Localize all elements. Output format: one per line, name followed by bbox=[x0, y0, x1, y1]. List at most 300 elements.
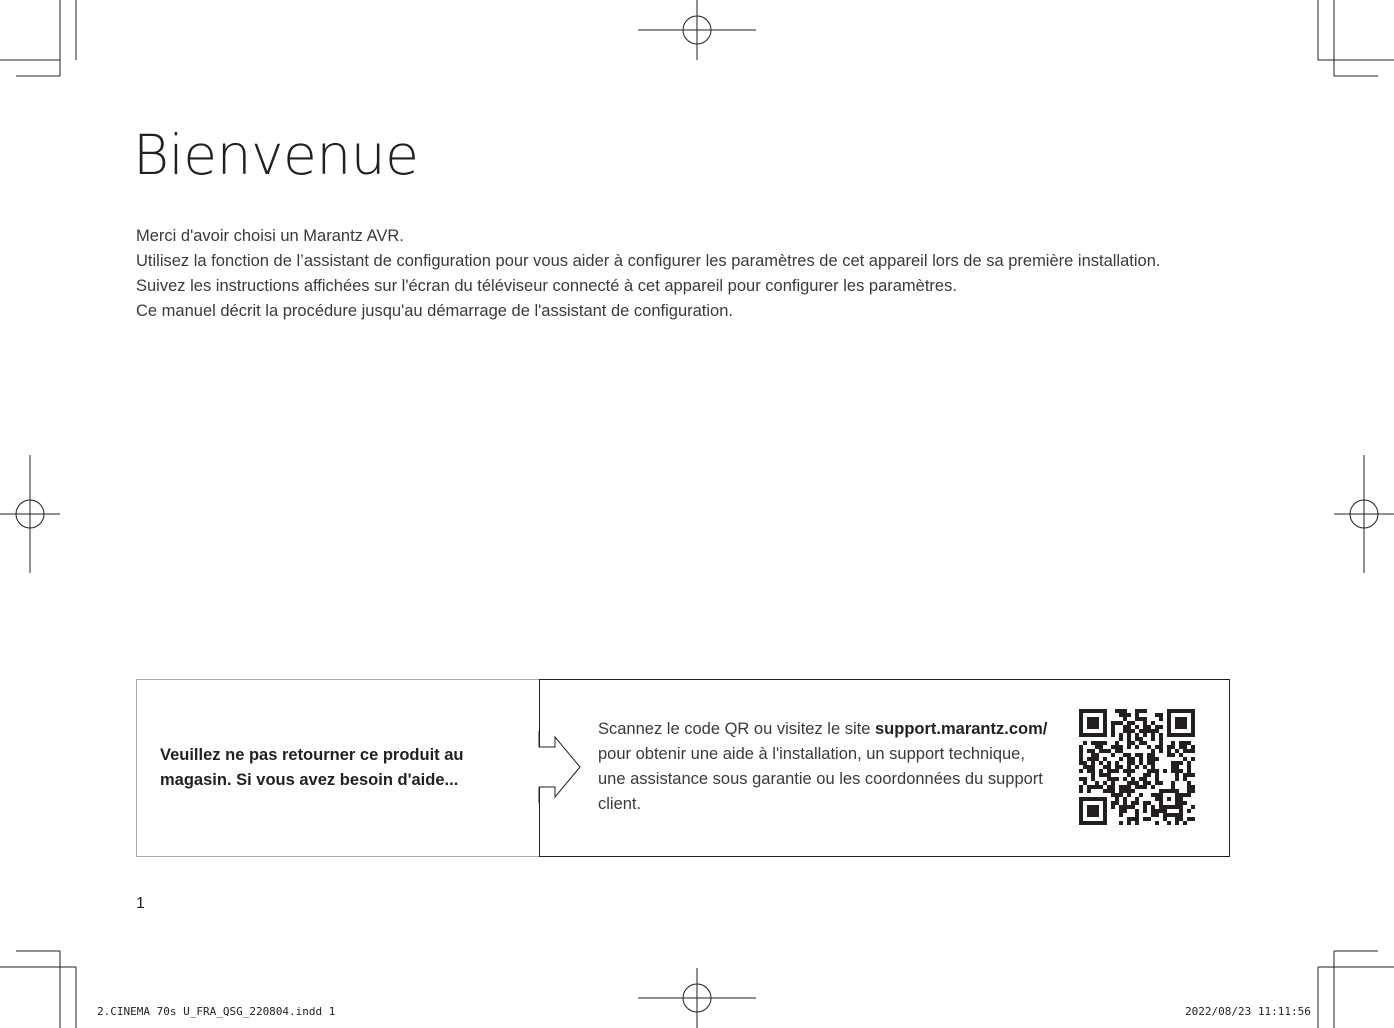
qr-module bbox=[1135, 781, 1139, 785]
qr-module bbox=[1079, 801, 1083, 805]
qr-module bbox=[1135, 753, 1139, 757]
qr-module bbox=[1095, 733, 1099, 737]
qr-module bbox=[1179, 725, 1183, 729]
qr-module bbox=[1123, 769, 1127, 773]
qr-module bbox=[1171, 741, 1175, 745]
qr-module bbox=[1123, 789, 1127, 793]
qr-module bbox=[1087, 709, 1091, 713]
qr-module bbox=[1091, 717, 1095, 721]
qr-module bbox=[1127, 741, 1131, 745]
qr-module bbox=[1183, 745, 1187, 749]
qr-module bbox=[1151, 721, 1155, 725]
qr-module bbox=[1107, 785, 1111, 789]
qr-module bbox=[1087, 797, 1091, 801]
qr-module bbox=[1139, 757, 1143, 761]
qr-module bbox=[1151, 733, 1155, 737]
qr-module bbox=[1167, 805, 1171, 809]
qr-module bbox=[1079, 789, 1083, 793]
qr-module bbox=[1147, 753, 1151, 757]
qr-module bbox=[1115, 801, 1119, 805]
qr-module bbox=[1127, 793, 1131, 797]
qr-module bbox=[1191, 785, 1195, 789]
qr-module bbox=[1183, 717, 1187, 721]
qr-module bbox=[1103, 817, 1107, 821]
qr-module bbox=[1099, 797, 1103, 801]
qr-module bbox=[1083, 821, 1087, 825]
qr-module bbox=[1159, 733, 1163, 737]
qr-module bbox=[1155, 821, 1159, 825]
qr-module bbox=[1179, 721, 1183, 725]
qr-module bbox=[1091, 773, 1095, 777]
intro-text bbox=[136, 224, 1246, 324]
qr-module bbox=[1187, 709, 1191, 713]
qr-module bbox=[1079, 785, 1083, 789]
qr-module bbox=[1123, 797, 1127, 801]
qr-module bbox=[1139, 793, 1143, 797]
qr-module bbox=[1107, 773, 1111, 777]
qr-module bbox=[1091, 741, 1095, 745]
qr-module bbox=[1099, 785, 1103, 789]
qr-module bbox=[1099, 761, 1103, 765]
qr-module bbox=[1187, 793, 1191, 797]
qr-module bbox=[1167, 745, 1171, 749]
support-info-prefix: Scannez le code QR ou visitez le site bbox=[598, 720, 875, 738]
qr-module bbox=[1091, 757, 1095, 761]
qr-module bbox=[1111, 753, 1115, 757]
qr-module bbox=[1103, 741, 1107, 745]
qr-module bbox=[1103, 821, 1107, 825]
qr-module bbox=[1079, 709, 1083, 713]
qr-module bbox=[1171, 753, 1175, 757]
qr-module bbox=[1087, 785, 1091, 789]
qr-module bbox=[1167, 753, 1171, 757]
qr-module bbox=[1159, 741, 1163, 745]
qr-module bbox=[1103, 813, 1107, 817]
qr-module bbox=[1123, 729, 1127, 733]
qr-module bbox=[1191, 789, 1195, 793]
qr-module bbox=[1191, 773, 1195, 777]
qr-module bbox=[1179, 813, 1183, 817]
qr-module bbox=[1135, 821, 1139, 825]
qr-module bbox=[1123, 777, 1127, 781]
qr-module bbox=[1127, 789, 1131, 793]
qr-module bbox=[1167, 797, 1171, 801]
return-notice-line: magasin. Si vous avez besoin d'aide... bbox=[160, 771, 459, 789]
qr-module bbox=[1183, 749, 1187, 753]
qr-module bbox=[1127, 769, 1131, 773]
qr-module bbox=[1159, 789, 1163, 793]
qr-module bbox=[1175, 733, 1179, 737]
qr-module bbox=[1119, 789, 1123, 793]
qr-module bbox=[1079, 769, 1083, 773]
qr-module bbox=[1171, 785, 1175, 789]
qr-module bbox=[1175, 773, 1179, 777]
qr-module bbox=[1123, 809, 1127, 813]
qr-module bbox=[1115, 745, 1119, 749]
support-info-line: client. bbox=[598, 795, 642, 813]
qr-module bbox=[1107, 765, 1111, 769]
support-info-line: une assistance sous garantie ou les coordonnées du support bbox=[598, 770, 1043, 788]
qr-module bbox=[1091, 769, 1095, 773]
qr-module bbox=[1083, 741, 1087, 745]
qr-module bbox=[1131, 769, 1135, 773]
qr-module bbox=[1175, 777, 1179, 781]
qr-module bbox=[1159, 737, 1163, 741]
qr-module bbox=[1123, 785, 1127, 789]
qr-module bbox=[1151, 793, 1155, 797]
qr-module bbox=[1191, 721, 1195, 725]
qr-module bbox=[1103, 805, 1107, 809]
qr-module bbox=[1167, 721, 1171, 725]
qr-module bbox=[1143, 733, 1147, 737]
qr-module bbox=[1159, 781, 1163, 785]
qr-module bbox=[1103, 809, 1107, 813]
qr-module bbox=[1167, 733, 1171, 737]
qr-module bbox=[1151, 761, 1155, 765]
registration-mark-left-icon bbox=[0, 455, 60, 573]
qr-module bbox=[1127, 781, 1131, 785]
qr-module bbox=[1115, 749, 1119, 753]
qr-module bbox=[1127, 765, 1131, 769]
qr-module bbox=[1183, 801, 1187, 805]
qr-module bbox=[1159, 717, 1163, 721]
qr-module bbox=[1079, 809, 1083, 813]
qr-module bbox=[1091, 709, 1095, 713]
qr-module bbox=[1119, 721, 1123, 725]
qr-module bbox=[1131, 805, 1135, 809]
qr-module bbox=[1143, 717, 1147, 721]
qr-module bbox=[1079, 745, 1083, 749]
qr-module bbox=[1079, 761, 1083, 765]
qr-module bbox=[1135, 717, 1139, 721]
qr-code-icon[interactable] bbox=[1079, 709, 1195, 825]
qr-module bbox=[1179, 769, 1183, 773]
qr-module bbox=[1103, 801, 1107, 805]
qr-module bbox=[1155, 797, 1159, 801]
qr-module bbox=[1155, 809, 1159, 813]
qr-module bbox=[1091, 721, 1095, 725]
qr-module bbox=[1179, 809, 1183, 813]
qr-module bbox=[1175, 765, 1179, 769]
qr-module bbox=[1147, 725, 1151, 729]
qr-module bbox=[1139, 777, 1143, 781]
qr-module bbox=[1127, 785, 1131, 789]
qr-module bbox=[1087, 769, 1091, 773]
qr-module bbox=[1079, 749, 1083, 753]
qr-module bbox=[1183, 757, 1187, 761]
qr-module bbox=[1091, 805, 1095, 809]
qr-module bbox=[1187, 749, 1191, 753]
qr-module bbox=[1135, 809, 1139, 813]
qr-module bbox=[1135, 813, 1139, 817]
qr-module bbox=[1155, 793, 1159, 797]
qr-module bbox=[1111, 721, 1115, 725]
qr-module bbox=[1111, 805, 1115, 809]
qr-module bbox=[1087, 765, 1091, 769]
qr-module bbox=[1099, 745, 1103, 749]
qr-module bbox=[1111, 769, 1115, 773]
qr-module bbox=[1095, 797, 1099, 801]
qr-module bbox=[1159, 793, 1163, 797]
qr-module bbox=[1139, 785, 1143, 789]
qr-module bbox=[1143, 765, 1147, 769]
qr-module bbox=[1159, 805, 1163, 809]
qr-module bbox=[1091, 761, 1095, 765]
qr-module bbox=[1135, 745, 1139, 749]
qr-module bbox=[1139, 761, 1143, 765]
qr-module bbox=[1191, 729, 1195, 733]
qr-module bbox=[1147, 729, 1151, 733]
qr-module bbox=[1139, 737, 1143, 741]
qr-module bbox=[1147, 769, 1151, 773]
qr-module bbox=[1151, 737, 1155, 741]
qr-module bbox=[1079, 805, 1083, 809]
qr-module bbox=[1187, 789, 1191, 793]
qr-module bbox=[1175, 821, 1179, 825]
qr-module bbox=[1111, 729, 1115, 733]
support-info-line: pour obtenir une aide à l'installation, un support technique, bbox=[598, 745, 1025, 763]
qr-module bbox=[1175, 709, 1179, 713]
qr-module bbox=[1091, 765, 1095, 769]
qr-module bbox=[1131, 789, 1135, 793]
qr-module bbox=[1135, 737, 1139, 741]
qr-module bbox=[1103, 709, 1107, 713]
qr-module bbox=[1127, 729, 1131, 733]
qr-module bbox=[1171, 789, 1175, 793]
qr-module bbox=[1187, 785, 1191, 789]
qr-module bbox=[1127, 773, 1131, 777]
qr-module bbox=[1123, 709, 1127, 713]
qr-module bbox=[1083, 761, 1087, 765]
qr-module bbox=[1111, 745, 1115, 749]
qr-module bbox=[1131, 729, 1135, 733]
qr-module bbox=[1167, 725, 1171, 729]
qr-module bbox=[1115, 797, 1119, 801]
intro-line: Ce manuel décrit la procédure jusqu'au démarrage de l'assistant de configuration. bbox=[136, 302, 733, 320]
qr-module bbox=[1127, 761, 1131, 765]
qr-module bbox=[1155, 725, 1159, 729]
qr-module bbox=[1143, 785, 1147, 789]
qr-module bbox=[1171, 805, 1175, 809]
qr-module bbox=[1087, 813, 1091, 817]
qr-module bbox=[1111, 781, 1115, 785]
qr-module bbox=[1183, 793, 1187, 797]
qr-module bbox=[1131, 801, 1135, 805]
qr-module bbox=[1171, 745, 1175, 749]
qr-module bbox=[1091, 785, 1095, 789]
qr-module bbox=[1119, 749, 1123, 753]
qr-module bbox=[1099, 773, 1103, 777]
qr-module bbox=[1143, 805, 1147, 809]
qr-module bbox=[1143, 709, 1147, 713]
qr-module bbox=[1171, 781, 1175, 785]
qr-module bbox=[1183, 725, 1187, 729]
qr-module bbox=[1111, 801, 1115, 805]
qr-module bbox=[1151, 813, 1155, 817]
qr-module bbox=[1111, 725, 1115, 729]
qr-module bbox=[1107, 777, 1111, 781]
qr-module bbox=[1191, 733, 1195, 737]
qr-module bbox=[1187, 781, 1191, 785]
qr-module bbox=[1123, 753, 1127, 757]
qr-module bbox=[1119, 765, 1123, 769]
qr-module bbox=[1179, 709, 1183, 713]
qr-module bbox=[1147, 745, 1151, 749]
qr-module bbox=[1079, 729, 1083, 733]
support-info-text bbox=[598, 717, 1068, 817]
qr-module bbox=[1115, 709, 1119, 713]
qr-module bbox=[1127, 737, 1131, 741]
qr-module bbox=[1083, 777, 1087, 781]
qr-module bbox=[1183, 773, 1187, 777]
qr-module bbox=[1115, 777, 1119, 781]
qr-module bbox=[1167, 717, 1171, 721]
qr-module bbox=[1183, 741, 1187, 745]
qr-module bbox=[1115, 765, 1119, 769]
qr-module bbox=[1127, 725, 1131, 729]
qr-module bbox=[1175, 801, 1179, 805]
qr-module bbox=[1179, 793, 1183, 797]
qr-module bbox=[1191, 713, 1195, 717]
qr-module bbox=[1087, 805, 1091, 809]
qr-module bbox=[1099, 733, 1103, 737]
qr-module bbox=[1167, 729, 1171, 733]
qr-module bbox=[1151, 805, 1155, 809]
qr-module bbox=[1083, 797, 1087, 801]
qr-module bbox=[1079, 713, 1083, 717]
qr-module bbox=[1087, 749, 1091, 753]
qr-module bbox=[1147, 761, 1151, 765]
qr-module bbox=[1179, 745, 1183, 749]
qr-module bbox=[1091, 753, 1095, 757]
intro-line: Merci d'avoir choisi un Marantz AVR. bbox=[136, 227, 404, 245]
qr-module bbox=[1091, 725, 1095, 729]
qr-module bbox=[1175, 793, 1179, 797]
qr-module bbox=[1099, 769, 1103, 773]
qr-module bbox=[1191, 749, 1195, 753]
qr-module bbox=[1107, 789, 1111, 793]
qr-module bbox=[1135, 785, 1139, 789]
qr-module bbox=[1087, 809, 1091, 813]
qr-module bbox=[1123, 725, 1127, 729]
qr-module bbox=[1187, 733, 1191, 737]
qr-module bbox=[1179, 717, 1183, 721]
qr-module bbox=[1095, 745, 1099, 749]
qr-module bbox=[1103, 789, 1107, 793]
qr-module bbox=[1175, 789, 1179, 793]
qr-module bbox=[1119, 813, 1123, 817]
qr-module bbox=[1151, 753, 1155, 757]
qr-module bbox=[1147, 757, 1151, 761]
qr-module bbox=[1131, 757, 1135, 761]
qr-module bbox=[1127, 721, 1131, 725]
qr-module bbox=[1095, 753, 1099, 757]
qr-module bbox=[1139, 741, 1143, 745]
qr-module bbox=[1175, 805, 1179, 809]
qr-module bbox=[1103, 725, 1107, 729]
qr-module bbox=[1155, 777, 1159, 781]
qr-module bbox=[1179, 761, 1183, 765]
qr-module bbox=[1103, 757, 1107, 761]
qr-module bbox=[1151, 765, 1155, 769]
qr-module bbox=[1135, 709, 1139, 713]
qr-module bbox=[1155, 769, 1159, 773]
qr-module bbox=[1079, 721, 1083, 725]
qr-module bbox=[1131, 721, 1135, 725]
qr-module bbox=[1079, 813, 1083, 817]
qr-module bbox=[1139, 717, 1143, 721]
qr-module bbox=[1187, 765, 1191, 769]
qr-module bbox=[1139, 729, 1143, 733]
qr-module bbox=[1191, 725, 1195, 729]
qr-module bbox=[1167, 789, 1171, 793]
qr-module bbox=[1159, 713, 1163, 717]
qr-module bbox=[1131, 781, 1135, 785]
qr-module bbox=[1179, 801, 1183, 805]
qr-module bbox=[1135, 733, 1139, 737]
qr-module bbox=[1095, 813, 1099, 817]
qr-module bbox=[1119, 709, 1123, 713]
qr-module bbox=[1171, 769, 1175, 773]
qr-module bbox=[1099, 749, 1103, 753]
qr-module bbox=[1183, 821, 1187, 825]
qr-module bbox=[1135, 797, 1139, 801]
qr-module bbox=[1107, 761, 1111, 765]
qr-module bbox=[1095, 805, 1099, 809]
support-info-line-1 bbox=[598, 717, 1068, 742]
qr-module bbox=[1083, 733, 1087, 737]
qr-module bbox=[1167, 713, 1171, 717]
qr-module bbox=[1155, 781, 1159, 785]
qr-module bbox=[1127, 805, 1131, 809]
qr-module bbox=[1079, 757, 1083, 761]
qr-module bbox=[1087, 821, 1091, 825]
qr-module bbox=[1143, 741, 1147, 745]
qr-module bbox=[1087, 717, 1091, 721]
qr-module bbox=[1143, 725, 1147, 729]
qr-module bbox=[1107, 749, 1111, 753]
return-notice-panel bbox=[136, 679, 541, 857]
qr-module bbox=[1087, 733, 1091, 737]
qr-module bbox=[1159, 801, 1163, 805]
qr-module bbox=[1087, 757, 1091, 761]
qr-module bbox=[1191, 745, 1195, 749]
qr-module bbox=[1167, 749, 1171, 753]
print-slug-datetime: 2022/08/23 11:11:56 bbox=[1185, 1005, 1311, 1018]
qr-module bbox=[1151, 729, 1155, 733]
qr-module bbox=[1183, 733, 1187, 737]
qr-module bbox=[1095, 809, 1099, 813]
qr-module bbox=[1091, 749, 1095, 753]
qr-module bbox=[1187, 809, 1191, 813]
qr-module bbox=[1171, 813, 1175, 817]
qr-module bbox=[1163, 789, 1167, 793]
qr-module bbox=[1111, 785, 1115, 789]
qr-module bbox=[1183, 721, 1187, 725]
qr-module bbox=[1171, 733, 1175, 737]
qr-module bbox=[1123, 713, 1127, 717]
qr-module bbox=[1151, 757, 1155, 761]
page-number: 1 bbox=[136, 895, 145, 912]
qr-module bbox=[1119, 757, 1123, 761]
qr-module bbox=[1111, 733, 1115, 737]
qr-module bbox=[1151, 749, 1155, 753]
qr-module bbox=[1171, 761, 1175, 765]
support-link[interactable]: support.marantz.com/ bbox=[874, 720, 1048, 738]
qr-module bbox=[1135, 713, 1139, 717]
qr-module bbox=[1099, 821, 1103, 825]
qr-module bbox=[1155, 745, 1159, 749]
